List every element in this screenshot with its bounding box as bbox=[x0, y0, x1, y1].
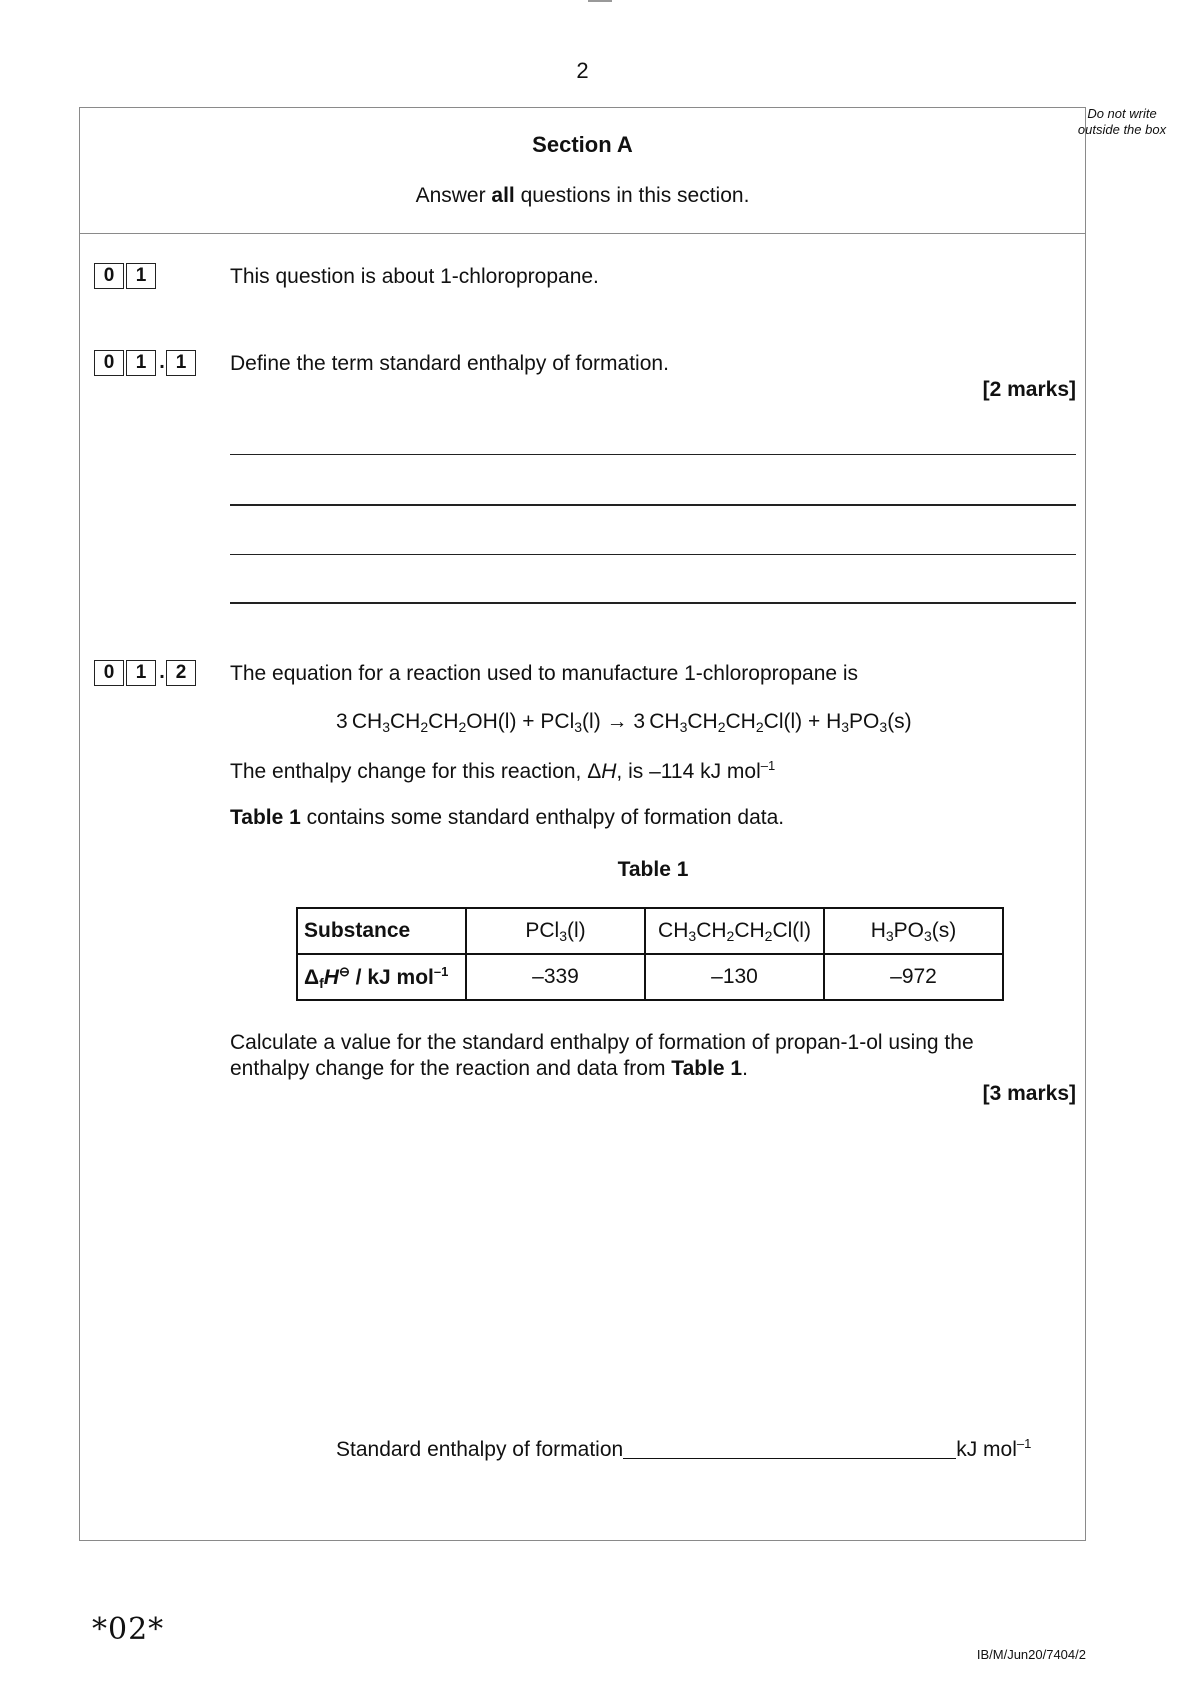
question-01-text: This question is about 1-chloropropane. bbox=[230, 265, 599, 288]
table-row bbox=[297, 954, 1003, 1000]
page-barcode: *02* bbox=[92, 1612, 165, 1647]
table-header-substance: Substance bbox=[297, 908, 466, 954]
table-header-pcl3: PCl$_3$(l) bbox=[466, 908, 645, 954]
answer-line[interactable] bbox=[230, 602, 1076, 604]
qnum-digit: 1 bbox=[126, 263, 156, 289]
qnum-dot: . bbox=[159, 661, 165, 683]
calculate-instruction: Calculate a value for the standard enthalpy of formation of propan-1-ol using the enthalpy change for the reaction and data from Table 1. bbox=[230, 1031, 974, 1080]
qnum-digit: 1 bbox=[126, 350, 156, 376]
answer-label: Standard enthalpy of formation bbox=[336, 1438, 624, 1461]
table-cell-value: –972 bbox=[824, 954, 1003, 1000]
section-instruction: Answer all questions in this section. bbox=[415, 184, 750, 207]
answer-line[interactable] bbox=[230, 454, 1076, 455]
qnum-digit: 0 bbox=[94, 263, 124, 289]
qnum-digit: 0 bbox=[94, 350, 124, 376]
marks-01-1: [2 marks] bbox=[982, 378, 1076, 401]
table-header-chloropropane: $CH_3CH_2CH_2Cl(l)$ bbox=[645, 908, 824, 954]
section-title: Section A bbox=[532, 132, 633, 157]
qnum-digit: 1 bbox=[166, 350, 196, 376]
top-mark bbox=[588, 0, 612, 2]
reaction-equation: 3 $CH_3CH_2CH_2OH(l) + PCl_3(l) \to 3$ $CH_3CH_2CH_2Cl(l) + H_3PO_3(s)$ bbox=[336, 710, 912, 735]
answer-line[interactable] bbox=[230, 554, 1076, 555]
qnum-digit: 2 bbox=[166, 660, 196, 686]
table-cell-value: –339 bbox=[466, 954, 645, 1000]
table-row bbox=[297, 908, 1003, 954]
question-number-01-1 bbox=[94, 350, 198, 376]
table-cell-value: –130 bbox=[645, 954, 824, 1000]
qnum-digit: 0 bbox=[94, 660, 124, 686]
answer-blank[interactable] bbox=[623, 1458, 956, 1459]
question-01-1-text: Define the term standard enthalpy of formation. bbox=[230, 352, 669, 375]
marks-01-2: [3 marks] bbox=[982, 1082, 1076, 1105]
table-row-label-enthalpy: $\Delta_fH^⊖$ / kJ mol$^{-1}$ bbox=[297, 954, 466, 1000]
paper-reference: IB/M/Jun20/7404/2 bbox=[976, 1647, 1086, 1662]
answer-unit: kJ mol bbox=[956, 1438, 1017, 1461]
enthalpy-table bbox=[296, 907, 1004, 1001]
table-title: Table 1 bbox=[617, 858, 689, 881]
table-header-h3po3: $H_3PO_3(s)$ bbox=[824, 908, 1003, 954]
qnum-dot: . bbox=[159, 351, 165, 373]
enthalpy-change-text: The enthalpy change for this reaction, ΔH, is –114 kJ mol$^{-1}$ bbox=[230, 758, 776, 783]
question-01-2-intro: The equation for a reaction used to manufacture 1-chloropropane is bbox=[230, 662, 859, 685]
qnum-digit: 1 bbox=[126, 660, 156, 686]
page-number: 2 bbox=[576, 58, 589, 83]
section-divider bbox=[79, 233, 1086, 234]
margin-note: Do not write outside the box bbox=[1077, 106, 1167, 137]
question-number-01 bbox=[94, 263, 158, 289]
answer-row: Standard enthalpy of formation kJ mol$^{-1}$ bbox=[336, 1436, 1032, 1461]
answer-line[interactable] bbox=[230, 504, 1076, 506]
question-number-01-2 bbox=[94, 660, 198, 686]
table-reference-text: Table 1 contains some standard enthalpy of formation data. bbox=[230, 806, 785, 829]
